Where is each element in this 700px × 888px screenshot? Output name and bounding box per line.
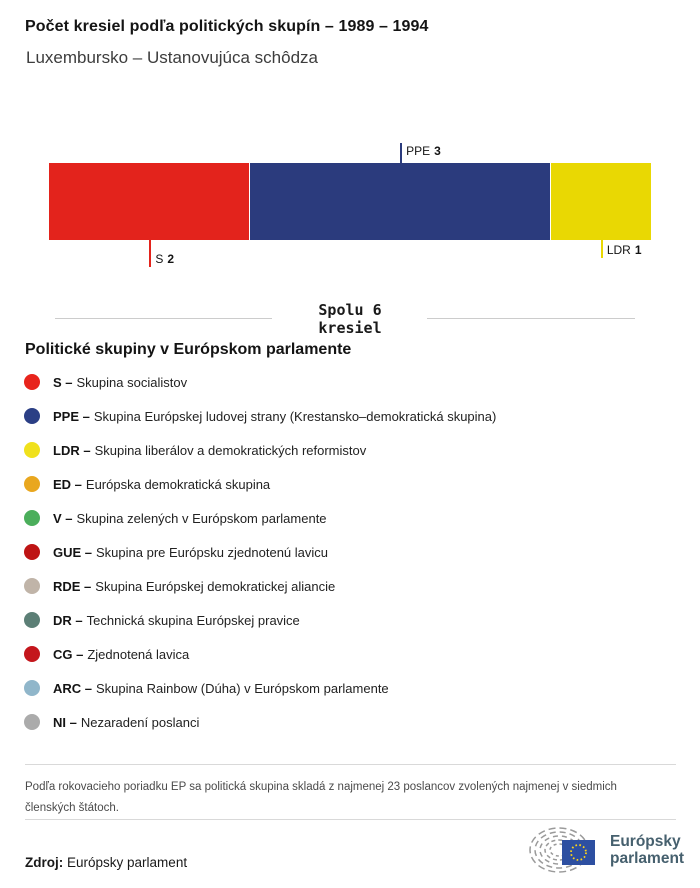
legend-description: Nezaradení poslanci bbox=[80, 714, 200, 730]
legend-item-s bbox=[24, 365, 684, 399]
legend-code: CG – bbox=[53, 646, 84, 662]
ep-logo-text bbox=[610, 833, 684, 867]
legend-code: NI – bbox=[53, 714, 77, 730]
page-subtitle: Luxembursko – Ustanovujúca schôdza bbox=[26, 48, 318, 67]
legend-description: Zjednotená lavica bbox=[87, 646, 190, 662]
legend-item-v bbox=[24, 501, 684, 535]
bar-label-text bbox=[406, 144, 441, 158]
legend-item-ed bbox=[24, 467, 684, 501]
source-line bbox=[25, 855, 187, 870]
legend-code: ARC – bbox=[53, 680, 93, 696]
legend-dot-icon bbox=[24, 612, 40, 628]
legend-description: Skupina socialistov bbox=[76, 374, 188, 390]
legend-code: GUE – bbox=[53, 544, 93, 560]
legend-dot-icon bbox=[24, 544, 40, 560]
legend-code: RDE – bbox=[53, 578, 92, 594]
ep-hemicycle-icon bbox=[528, 825, 602, 875]
legend-dot-icon bbox=[24, 510, 40, 526]
stacked-bar bbox=[49, 163, 651, 240]
source-value: Európsky parlament bbox=[67, 855, 188, 870]
legend-dot-icon bbox=[24, 680, 40, 696]
seats-stacked-bar-chart bbox=[49, 135, 651, 270]
legend-description: Skupina liberálov a demokratických reformistov bbox=[94, 442, 367, 458]
footnote-divider-top bbox=[25, 764, 676, 765]
total-divider-left bbox=[55, 318, 272, 319]
legend bbox=[24, 365, 684, 739]
legend-item-ppe bbox=[24, 399, 684, 433]
bar-label-value: 2 bbox=[167, 252, 175, 266]
ep-logo-text-line1: Európsky bbox=[610, 833, 681, 850]
total-label bbox=[275, 301, 425, 337]
legend-dot-icon bbox=[24, 714, 40, 730]
bar-segment-s bbox=[49, 163, 250, 240]
bar-label-text bbox=[155, 252, 174, 266]
total-label-line1: Spolu 6 bbox=[318, 301, 382, 319]
tick-mark bbox=[400, 143, 402, 163]
bar-label-value: 1 bbox=[634, 243, 642, 257]
legend-code: ED – bbox=[53, 476, 82, 492]
bar-label-code: S bbox=[155, 252, 164, 266]
legend-description: Skupina zelených v Európskom parlamente bbox=[76, 510, 327, 526]
legend-heading: Politické skupiny v Európskom parlamente bbox=[25, 341, 352, 358]
legend-dot-icon bbox=[24, 442, 40, 458]
legend-dot-icon bbox=[24, 578, 40, 594]
ep-logo-text-line2: parlament bbox=[610, 850, 685, 867]
legend-item-ldr bbox=[24, 433, 684, 467]
legend-item-ni bbox=[24, 705, 684, 739]
eu-flag-icon bbox=[562, 840, 595, 865]
bar-label-text bbox=[607, 243, 642, 257]
legend-item-cg bbox=[24, 637, 684, 671]
legend-item-gue bbox=[24, 535, 684, 569]
legend-code: LDR – bbox=[53, 442, 91, 458]
tick-mark bbox=[149, 240, 151, 267]
legend-item-arc bbox=[24, 671, 684, 705]
legend-item-dr bbox=[24, 603, 684, 637]
source-label: Zdroj: bbox=[25, 855, 64, 870]
page-title: Počet kresiel podľa politických skupín – 1989 – 1994 bbox=[25, 18, 429, 35]
tick-mark bbox=[601, 240, 603, 258]
legend-dot-icon bbox=[24, 476, 40, 492]
legend-dot-icon bbox=[24, 408, 40, 424]
legend-code: PPE – bbox=[53, 408, 90, 424]
legend-description: Skupina Rainbow (Dúha) v Európskom parlamente bbox=[96, 680, 389, 696]
ep-logo bbox=[528, 825, 684, 875]
bar-segment-ldr bbox=[551, 163, 651, 240]
bar-label-code: PPE bbox=[406, 144, 431, 158]
legend-item-rde bbox=[24, 569, 684, 603]
legend-dot-icon bbox=[24, 646, 40, 662]
legend-code: S – bbox=[53, 374, 73, 390]
footnote-divider-bottom bbox=[25, 819, 676, 820]
legend-description: Skupina Európskej demokratickej aliancie bbox=[95, 578, 336, 594]
total-divider-right bbox=[427, 318, 635, 319]
footnote: Podľa rokovacieho poriadku EP sa politická skupina skladá z najmenej 23 poslancov zvolených najmenej v siedmich členských štátoch. bbox=[25, 781, 617, 814]
bar-label-value: 3 bbox=[434, 144, 441, 158]
bar-label-code: LDR bbox=[606, 243, 631, 257]
legend-description: Technická skupina Európskej pravice bbox=[86, 612, 300, 628]
legend-description: Skupina Európskej ludovej strany (Krestansko–demokratická skupina) bbox=[93, 408, 497, 424]
legend-description: Skupina pre Európsku zjednotenú lavicu bbox=[96, 544, 328, 560]
legend-description: Európska demokratická skupina bbox=[85, 476, 271, 492]
legend-dot-icon bbox=[24, 374, 40, 390]
total-label-line2: kresiel bbox=[318, 319, 382, 337]
legend-code: DR – bbox=[53, 612, 83, 628]
legend-code: V – bbox=[53, 510, 73, 526]
bar-segment-ppe bbox=[250, 163, 551, 240]
